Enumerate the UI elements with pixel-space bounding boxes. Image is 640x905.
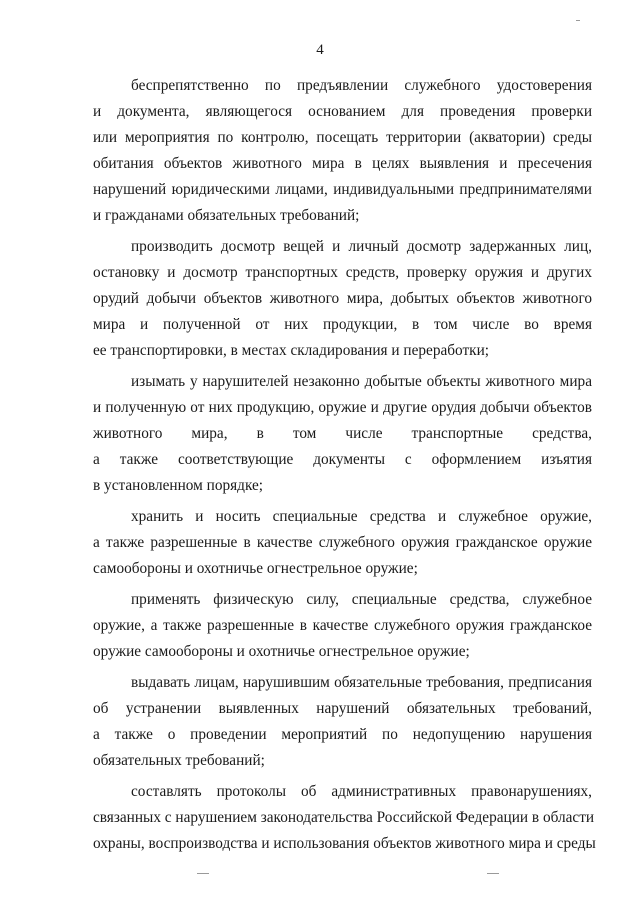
text-line: связанных с нарушением законодательства Российской Федерации в области (93, 809, 595, 826)
text-line: об устранении выявленных нарушений обязательных требований, (93, 700, 592, 717)
text-line: хранить и носить специальные средства и служебное оружие, (131, 508, 592, 525)
text-line: нарушений юридическими лицами, индивидуальными предпринимателями (93, 181, 592, 198)
text-line: а также о проведении мероприятий по недопущению нарушения (93, 726, 592, 743)
paragraph-3 (93, 369, 592, 499)
text-line: остановку и досмотр транспортных средств, проверку оружия и других (93, 264, 592, 281)
text-line: беспрепятственно по предъявлении служебного удостоверения (131, 77, 592, 94)
text-line: составлять протоколы об административных правонарушениях, (131, 783, 592, 800)
text-line: применять физическую силу, специальные средства, служебное (131, 591, 592, 608)
text-line: мира и полученной от них продукции, в том числе во время (93, 316, 592, 333)
text-line: обязательных требований; (93, 752, 265, 769)
text-line: изымать у нарушителей незаконно добытые объекты животного мира (131, 373, 592, 390)
text-line: и документа, являющегося основанием для проведения проверки (93, 103, 592, 120)
text-line: ее транспортировки, в местах складирования и переработки; (93, 342, 490, 359)
paragraph-7 (93, 779, 596, 857)
scan-artifact-bottom-left (197, 873, 209, 874)
text-line: выдавать лицам, нарушившим обязательные требования, предписания (131, 674, 592, 691)
text-line: в установленном порядке; (93, 477, 264, 494)
text-line: производить досмотр вещей и личный досмотр задержанных лиц, (131, 238, 592, 255)
text-line: и полученную от них продукцию, оружие и другие орудия добычи объектов (93, 399, 592, 416)
text-line: самообороны и охотничье огнестрельное оружие; (93, 560, 418, 577)
text-line: или мероприятия по контролю, посещать территории (акватории) среды (93, 129, 592, 146)
scan-artifact-bottom-right (487, 873, 499, 874)
text-line: оружие самообороны и охотничье огнестрельное оружие; (93, 643, 470, 660)
text-line: а также разрешенные в качестве служебного оружия гражданское оружие (93, 534, 592, 551)
scan-artifact-top-right (576, 20, 580, 21)
text-line: обитания объектов животного мира в целях выявления и пресечения (93, 155, 592, 172)
paragraph-4 (93, 504, 592, 582)
paragraph-1 (93, 73, 592, 229)
text-line: а также соответствующие документы с оформлением изъятия (93, 451, 592, 468)
paragraph-6 (93, 670, 592, 774)
paragraph-5 (93, 587, 592, 665)
text-line: охраны, воспроизводства и использования объектов животного мира и среды (93, 835, 596, 852)
text-line: животного мира, в том числе транспортные средства, (93, 425, 592, 442)
text-line: и гражданами обязательных требований; (93, 207, 360, 224)
paragraph-2 (93, 234, 592, 364)
document-body (93, 73, 596, 862)
text-line: орудий добычи объектов животного мира, добытых объектов животного (93, 290, 592, 307)
text-line: оружие, а также разрешенные в качестве служебного оружия гражданское (93, 617, 592, 634)
page-number: 4 (316, 42, 324, 58)
